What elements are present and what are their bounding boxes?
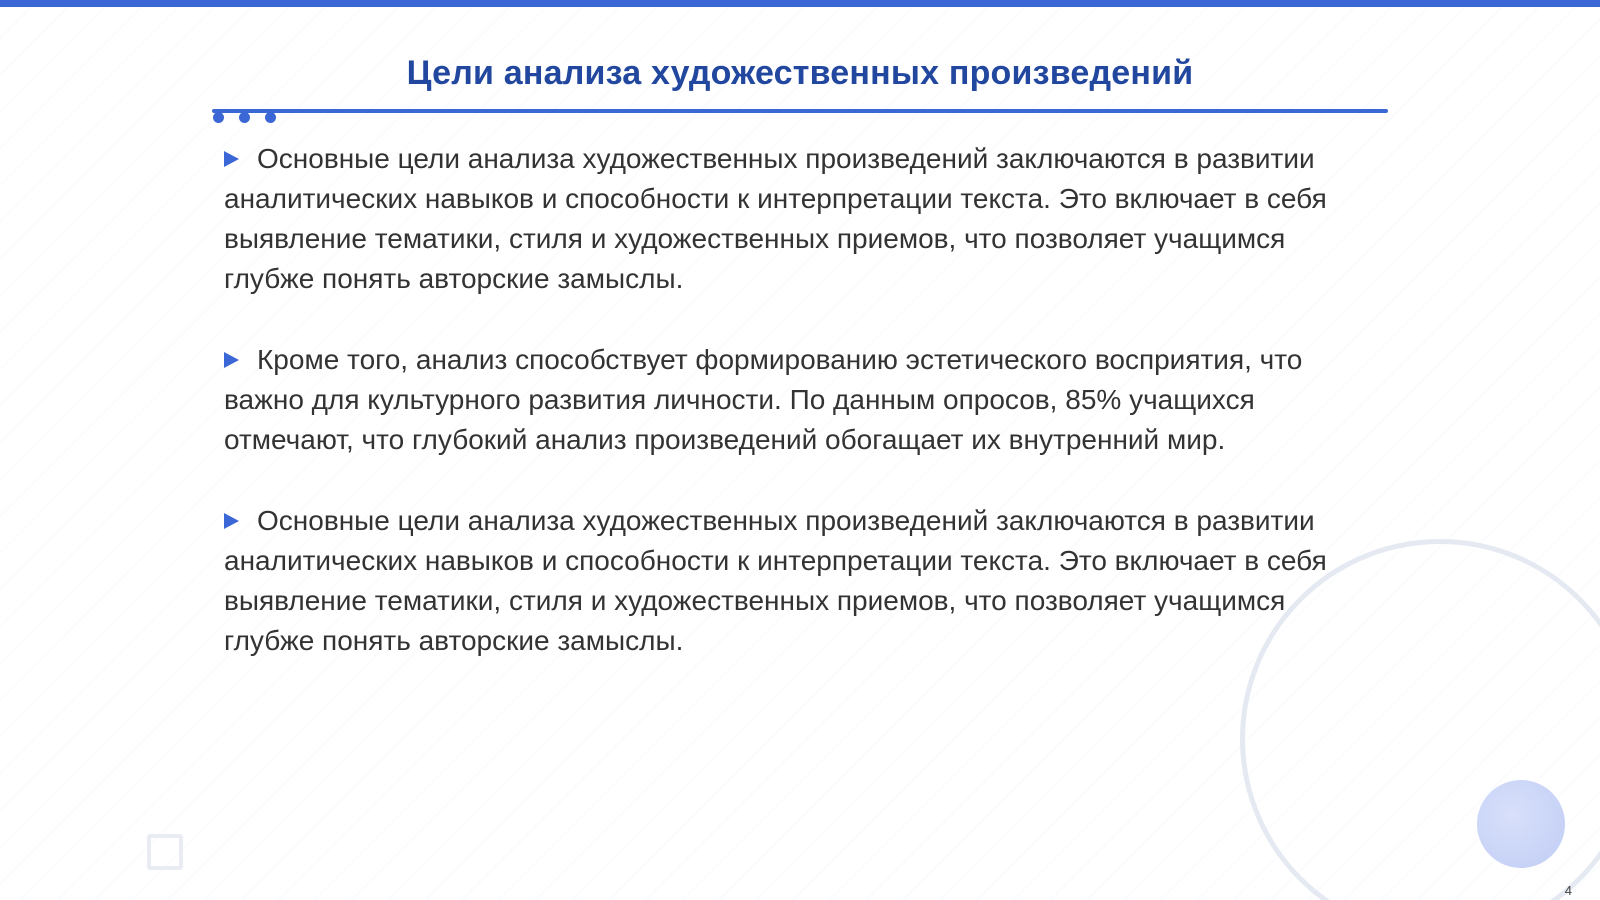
bullet-text: Основные цели анализа художественных произведений заключаются в развитии аналитических навыков и способности к интерпретации текста. Это включает в себя выявление тематики, стиля и художественных приемов, что позволяет учащимся глубже понять авторские замыслы. xyxy=(224,143,1327,294)
top-accent-bar xyxy=(0,0,1600,7)
decorative-circle xyxy=(1477,780,1565,868)
underline-dot-icon xyxy=(265,112,276,123)
bullet-text: Кроме того, анализ способствует формированию эстетического восприятия, что важно для культурного развития личности. По данным опросов, 85% учащихся отмечают, что глубокий анализ произведений обогащает их внутренний мир. xyxy=(224,344,1303,455)
underline-dot-icon xyxy=(213,112,224,123)
bullet-paragraph xyxy=(224,340,1354,460)
slide-title: Цели анализа художественных произведений xyxy=(406,54,1194,92)
triangle-bullet-icon xyxy=(224,513,239,529)
bullet-paragraph xyxy=(224,501,1354,661)
page-number: 4 xyxy=(1564,883,1572,898)
decorative-square xyxy=(147,834,183,870)
bullet-paragraph xyxy=(224,139,1354,299)
triangle-bullet-icon xyxy=(224,151,239,167)
underline-dot-icon xyxy=(239,112,250,123)
title-underline xyxy=(212,109,1388,113)
triangle-bullet-icon xyxy=(224,352,239,368)
bullet-list xyxy=(224,139,1354,702)
bullet-text: Основные цели анализа художественных произведений заключаются в развитии аналитических навыков и способности к интерпретации текста. Это включает в себя выявление тематики, стиля и художественных приемов, что позволяет учащимся глубже понять авторские замыслы. xyxy=(224,505,1327,656)
